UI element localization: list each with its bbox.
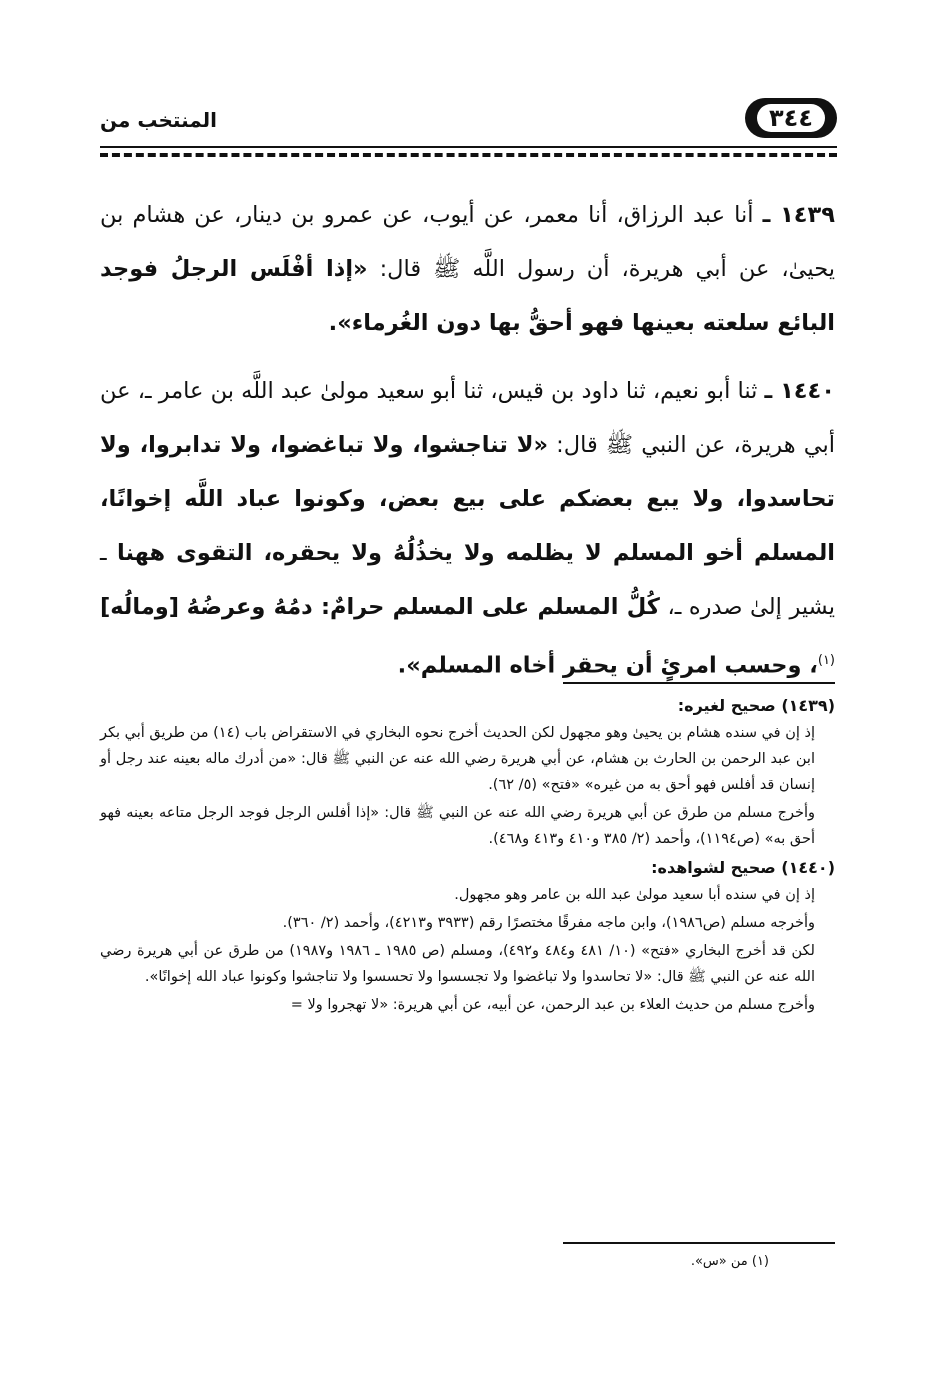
footnote-paragraph: وأخرج مسلم من حديث العلاء بن عبد الرحمن، عن أبيه، عن أبي هريرة: «لا تهجروا ولا = [290,997,815,1013]
hadith-quote: «إذا أفْلَس الرجلُ فوجد البائع سلعته بعينها فهو أحقُّ بها دون الغُرماء». [100,256,835,336]
footnote-paragraph: إذ إن في سنده هشام بن يحيىٰ وهو مجهول لكن الحديث أخرج نحوه البخاري في الاستقراض باب (١٤) من طريق أبي بكر ابن عبد الرحمن بن الحارث بن هشام، عن أبي هريرة رضي الله عنه عن النبي ﷺ قال: «من أدرك ماله بعينه عند رجل أو إنسان قد أفلس فهو أحق به من غيره» «فتح» (٥/ ٦٢). [100,725,815,793]
hadith-1439 [100,188,835,350]
hadith-quote-continued: كُلُّ المسلم على المسلم حرامٌ: دمُهُ وعرضُهُ [186,594,660,620]
footnote-paragraph: وأخرج مسلم من طرق عن أبي هريرة رضي الله عنه عن النبي ﷺ قال: «إذا أفلس الرجل فوجد الرجل متاعه بعينه فهو أحق به» (ص١١٩٤)، وأحمد (٢/ ٣٨٥ و٤١٠ و٤١٣ و٤٦٨). [100,805,815,847]
header-rule [100,146,837,148]
footnotes [100,692,835,1020]
footnote-paragraph: لكن قد أخرج البخاري «فتح» (١٠/ ٤٨١ و٤٨٤ و٤٩٢)، ومسلم (ص ١٩٨٥ ـ ١٩٨٦ و١٩٨٧) من طرق عن أبي هريرة رضي الله عنه عن النبي ﷺ قال: «لا تحاسدوا ولا تباغضوا ولا تجسسوا ولا تحسسوا ولا تناجشوا وكونوا عباد الله إخوانًا». [100,943,815,985]
footnote-separator [563,682,835,684]
hadith-number: ١٤٣٩ ـ [762,202,835,228]
footnote-heading-1439: (١٤٣٩) صحيح لغيره: [677,696,835,715]
hadith-quote: «لا تناجشوا، ولا تباغضوا، ولا تدابروا، ولا تحاسدوا، ولا يبع بعضكم على بيع بعض، وكونوا عباد اللَّه إخوانًا، المسلم أخو المسلم لا يظلمه ولا يخذُلُهُ ولا يحقره، التقوى ههنا [100,432,835,566]
isnad-text: أنا عبد الرزاق، أنا معمر، عن أيوب، عن عمرو بن دينار، عن هشام بن يحيىٰ، عن أبي هريرة، أن رسول اللَّه ﷺ قال: [100,202,835,282]
hadith-1440 [100,364,835,693]
footnote-paragraph: وأخرجه مسلم (ص١٩٨٦)، وابن ماجه مفرقًا مختصرًا رقم (٣٩٣٣ و٤٢١٣)، وأحمد (٢/ ٣٦٠). [282,915,815,931]
bottom-footnote-separator [563,1242,835,1244]
narrator-aside: ـ يشير إلىٰ صدره ـ، [100,540,835,620]
footnote-marker: (١) [817,653,835,668]
page-number-badge [745,98,837,138]
footnote-heading-1440: (١٤٤٠) صحيح لشواهده: [651,858,835,877]
isnad-text: ثنا أبو نعيم، ثنا داود بن قيس، ثنا أبو سعيد مولىٰ عبد اللَّه بن عامر ـ، عن أبي هريرة، عن النبي ﷺ قال: [99,378,835,458]
footnote-paragraph: إذ إن في سنده أبا سعيد مولىٰ عبد الله بن عامر وهو مجهول. [454,887,815,903]
header-dashed-rule [100,153,837,157]
page-header [100,98,837,148]
main-text [100,188,835,707]
running-title: المنتخب من [100,108,218,132]
page-number: ٣٤٤ [757,104,825,132]
hadith-number: ١٤٤٠ ـ [764,378,835,404]
hadith-quote-end: ، وحسب امرئٍ أن يحقر أخاه المسلم». [397,652,818,679]
bracketed-addition: [ومالُه] [100,594,180,620]
bottom-footnote: (١) من «س». [690,1254,769,1269]
